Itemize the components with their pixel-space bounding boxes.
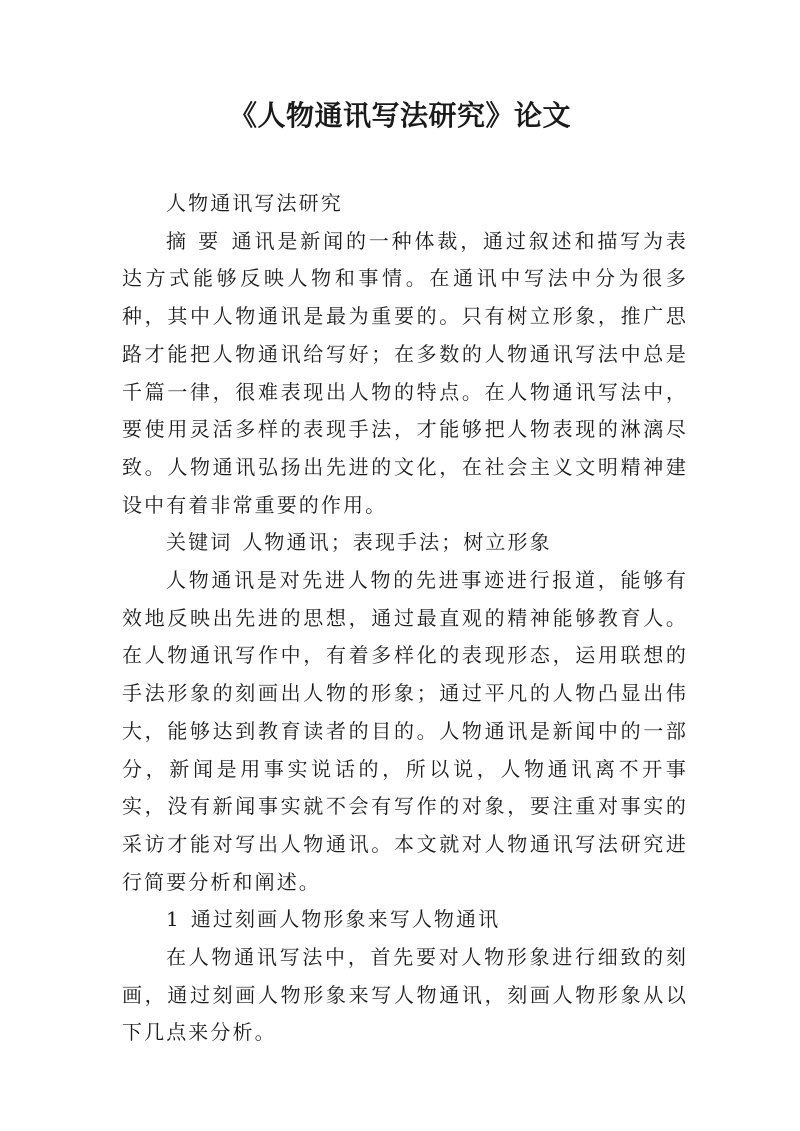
section-1-number: 1 <box>166 907 181 932</box>
keywords-paragraph <box>122 524 688 562</box>
subtitle: 人物通讯写法研究 <box>166 191 343 215</box>
keywords-text: 人物通讯；表现手法；树立形象 <box>242 530 552 555</box>
abstract-text: 通讯是新闻的一种体裁，通过叙述和描写为表达方式能够反映人物和事情。在通讯中写法中分为很多种，其中人物通讯是最为重要的。只有树立形象，推广思路才能把人物通讯给写好；在多数的人物通讯写法中总是千篇一律，很难表现出人物的特点。在人物通讯写法中，要使用灵活多样的表现手法，才能够把人物表现的淋漓尽致。人物通讯弘扬出先进的文化，在社会主义文明精神建设中有着非常重要的作用。 <box>122 228 688 517</box>
section-1-heading <box>122 901 688 939</box>
keywords-label: 关键词 <box>166 530 233 555</box>
document-body <box>122 185 688 1052</box>
section-1-paragraph: 在人物通讯写法中，首先要对人物形象进行细致的刻画，通过刻画人物形象来写人物通讯，刻画人物形象从以下几点来分析。 <box>122 945 688 1045</box>
intro-paragraph: 人物通讯是对先进人物的先进事迹进行报道，能够有效地反映出先进的思想，通过最直观的精神能够教育人。在人物通讯写作中，有着多样化的表现形态，运用联想的手法形象的刻画出人物的形象；通过平凡的人物凸显出伟大，能够达到教育读者的目的。人物通讯是新闻中的一部分，新闻是用事实说话的，所以说，人物通讯离不开事实，没有新闻事实就不会有写作的对象，要注重对事实的采访才能对写出人物通讯。本文就对人物通讯写法研究进行简要分析和阐述。 <box>122 568 688 894</box>
abstract-label: 摘 要 <box>166 228 221 253</box>
section-1-heading-text: 通过刻画人物形象来写人物通讯 <box>190 907 501 932</box>
document-title: 《人物通讯写法研究》论文 <box>228 99 571 132</box>
abstract-paragraph <box>122 223 688 525</box>
